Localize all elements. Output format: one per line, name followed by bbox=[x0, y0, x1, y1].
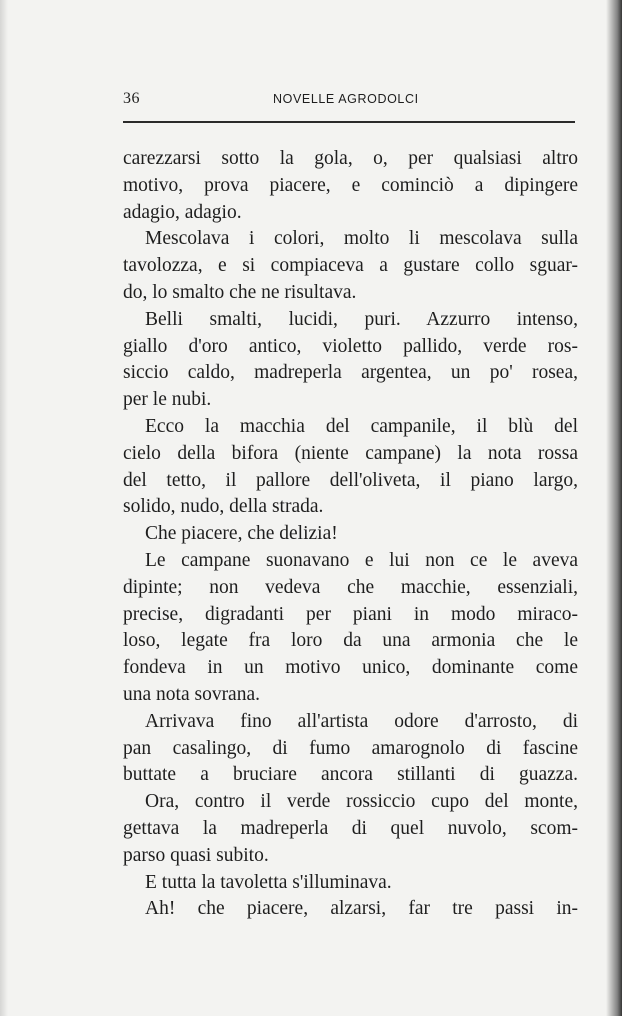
body-text bbox=[123, 146, 578, 923]
running-title: NOVELLE AGRODOLCI bbox=[273, 92, 419, 106]
text-line: Belli smalti, lucidi, puri. Azzurro intenso, bbox=[145, 308, 578, 330]
text-line: Che piacere, che delizia! bbox=[145, 523, 338, 545]
text-line: giallo d'oro antico, violetto pallido, verde ros- bbox=[123, 335, 578, 357]
text-line: parso quasi subito. bbox=[123, 844, 269, 866]
text-line: cielo della bifora (niente campane) la nota rossa bbox=[123, 442, 578, 464]
text-line: Le campane suonavano e lui non ce le aveva bbox=[145, 549, 578, 571]
text-line: adagio, adagio. bbox=[123, 201, 242, 223]
text-line: do, lo smalto che ne risultava. bbox=[123, 281, 357, 303]
text-line: tavolozza, e si compiaceva a gustare collo sguar- bbox=[123, 255, 578, 277]
text-line: precise, digradanti per piani in modo miraco- bbox=[123, 603, 578, 625]
text-line: per le nubi. bbox=[123, 389, 212, 411]
text-line: gettava la madreperla di quel nuvolo, scom- bbox=[123, 817, 578, 839]
text-line: Ora, contro il verde rossiccio cupo del monte, bbox=[145, 791, 578, 813]
text-line: buttate a bruciare ancora stillanti di guazza. bbox=[123, 764, 578, 786]
text-line: solido, nudo, della strada. bbox=[123, 496, 324, 518]
text-line: Ah! che piacere, alzarsi, far tre passi in- bbox=[145, 898, 578, 920]
text-line: carezzarsi sotto la gola, o, per qualsiasi altro bbox=[123, 148, 578, 169]
text-line: dipinte; non vedeva che macchie, essenziali, bbox=[123, 576, 578, 598]
text-line: del tetto, il pallore dell'oliveta, il piano largo, bbox=[123, 469, 578, 491]
page-header bbox=[123, 90, 575, 114]
text-line: Arrivava fino all'artista odore d'arrosto, di bbox=[145, 710, 578, 732]
text-line: loso, legate fra loro da una armonia che le bbox=[123, 630, 578, 652]
page-number: 36 bbox=[123, 90, 140, 107]
page-edge-right bbox=[606, 0, 622, 1016]
text-line: Ecco la macchia del campanile, il blù del bbox=[145, 415, 578, 437]
text-line: Mescolava i colori, molto li mescolava sulla bbox=[145, 228, 578, 250]
header-rule bbox=[123, 121, 575, 123]
text-line: E tutta la tavoletta s'illuminava. bbox=[145, 871, 392, 893]
page-edge-left bbox=[0, 0, 8, 1016]
text-line: motivo, prova piacere, e cominciò a dipingere bbox=[123, 174, 578, 196]
text-line: pan casalingo, di fumo amarognolo di fascine bbox=[123, 737, 578, 759]
text-line: una nota sovrana. bbox=[123, 683, 260, 705]
text-line: siccio caldo, madreperla argentea, un po' rosea, bbox=[123, 362, 578, 384]
text-line: fondeva in un motivo unico, dominante come bbox=[123, 657, 578, 679]
